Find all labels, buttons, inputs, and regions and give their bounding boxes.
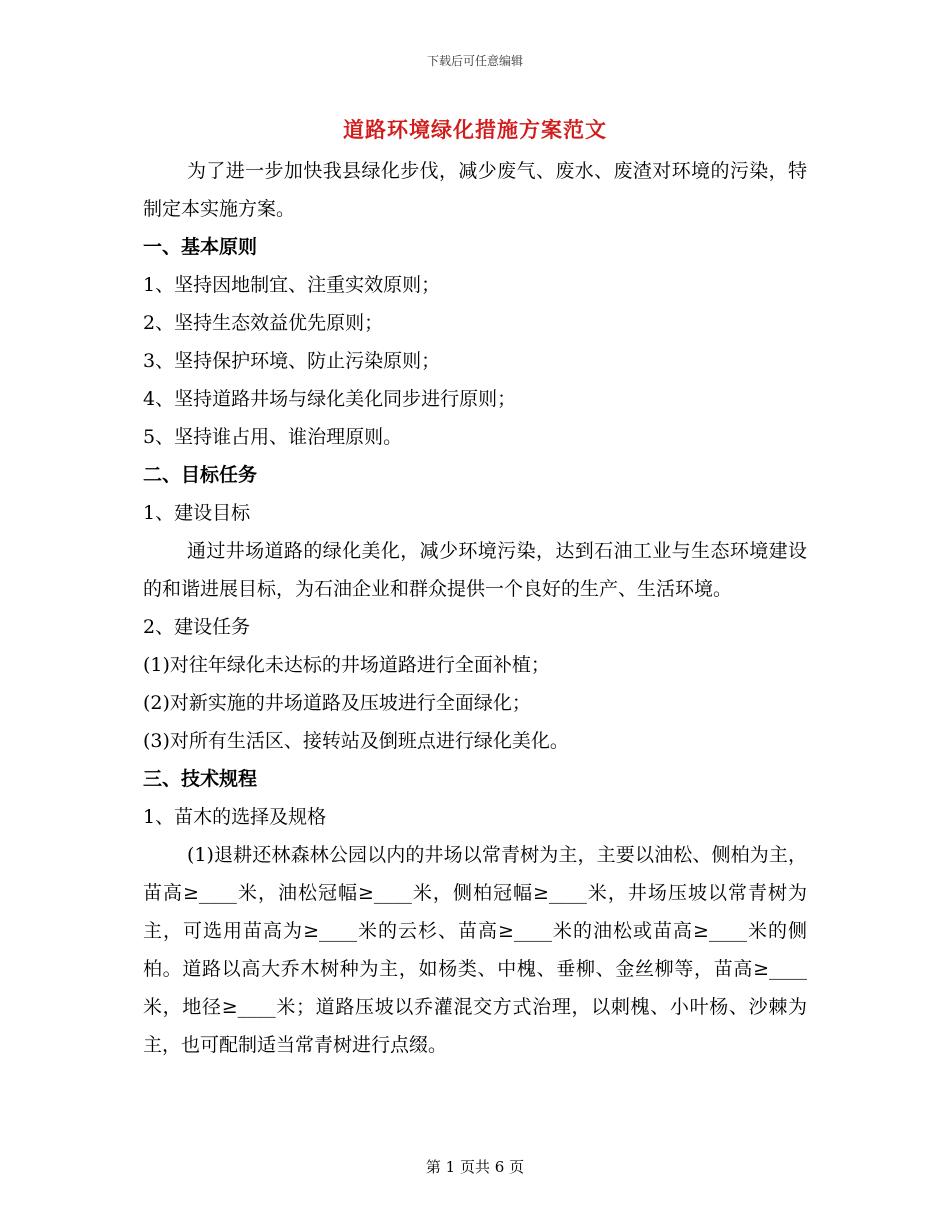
principle-item: 3、坚持保护环境、防止污染原则； bbox=[143, 350, 441, 372]
construction-goal-paragraph: 通过井场道路的绿化美化，减少环境污染，达到石油工业与生态环境建设的和谐进展目标，为石油企业和群众提供一个良好的生产、生活环境。 bbox=[143, 540, 807, 600]
task-item: (1)对往年绿化未达标的井场道路进行全面补植； bbox=[143, 654, 550, 676]
document-body bbox=[143, 152, 807, 1064]
page-footer: 第 1 页共 6 页 bbox=[425, 1158, 525, 1176]
section-heading-goals: 二、目标任务 bbox=[143, 464, 258, 486]
document-title: 道路环境绿化措施方案范文 bbox=[343, 117, 607, 142]
intro-paragraph: 为了进一步加快我县绿化步伐，减少废气、废水、废渣对环境的污染，特制定本实施方案。 bbox=[143, 160, 807, 220]
task-item: (3)对所有生活区、接转站及倒班点进行绿化美化。 bbox=[143, 730, 569, 752]
section-heading-technical: 三、技术规程 bbox=[143, 768, 258, 790]
subsection-heading-construction-task: 2、建设任务 bbox=[143, 616, 251, 638]
task-item: (2)对新实施的井场道路及压坡进行全面绿化； bbox=[143, 692, 531, 714]
principle-item: 2、坚持生态效益优先原则； bbox=[143, 312, 384, 334]
seedlings-paragraph: (1)退耕还林森林公园以内的井场以常青树为主，主要以油松、侧柏为主，苗高≥____米，油松冠幅≥____米，侧柏冠幅≥____米，井场压坡以常青树为主，可选用苗高为≥____米的云杉、苗高≥____米的油松或苗高≥____米的侧柏。道路以高大乔木树种为主，如杨类、中槐、垂柳、金丝柳等，苗高≥____米，地径≥____米；道路压坡以乔灌混交方式治理，以刺槐、小叶杨、沙棘为主，也可配制适当常青树进行点缀。 bbox=[143, 844, 807, 1056]
subsection-heading-seedlings: 1、苗木的选择及规格 bbox=[143, 806, 327, 828]
principle-item: 5、坚持谁占用、谁治理原则。 bbox=[143, 426, 403, 448]
section-heading-principles: 一、基本原则 bbox=[143, 236, 258, 258]
principle-item: 1、坚持因地制宜、注重实效原则； bbox=[143, 274, 441, 296]
header-note: 下载后可任意编辑 bbox=[426, 54, 523, 68]
subsection-heading-construction-goal: 1、建设目标 bbox=[143, 502, 251, 524]
principle-item: 4、坚持道路井场与绿化美化同步进行原则； bbox=[143, 388, 517, 410]
